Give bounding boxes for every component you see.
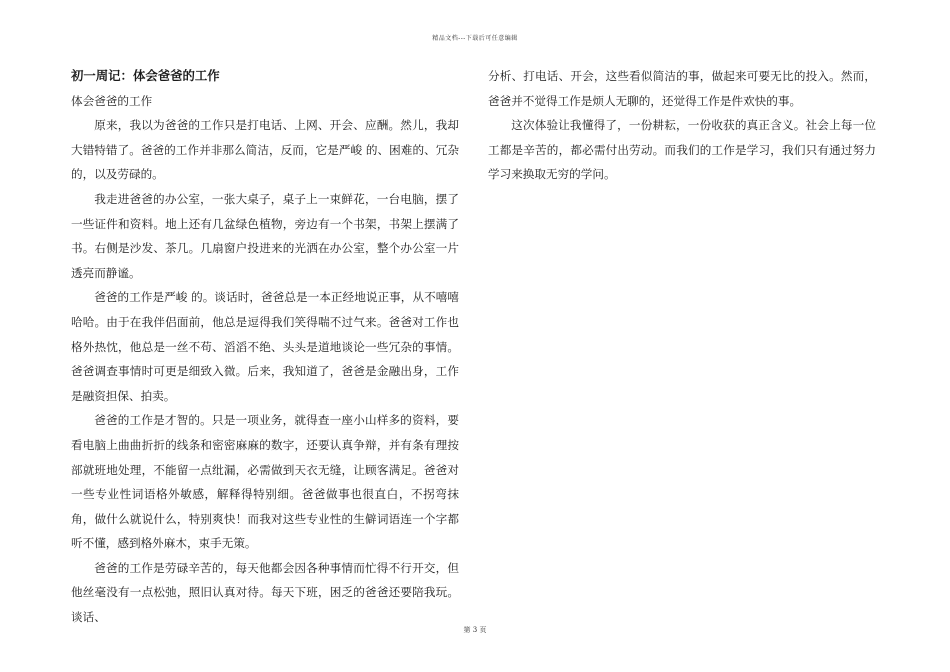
paragraph-continued: 分析、打电话、开会，这些看似简洁的事，做起来可要无比的投入。然而，爸爸并不觉得工作是烦人无聊的，还觉得工作是件欢快的事。 [488,69,876,108]
paragraph: 我走进爸爸的办公室，一张大桌子，桌子上一束鲜花，一台电脑，摆了一些证件和资料。地上还有几盆绿色植物，旁边有一个书架，书架上摆满了书。右侧是沙发、茶几。几扇窗户投进来的光洒在办公室，整个办公室一片透亮而静谧。 [71,191,459,280]
paragraph: 原来，我以为爸爸的工作只是打电话、上网、开会、应酬。然儿，我却大错特错了。爸爸的工作并非那么简洁，反而，它是严峻 的、困难的、冗杂的，以及劳碌的。 [71,118,459,182]
page-number: 第 3 页 [463,626,487,634]
header-note: 精品文档---下载后可任意编辑 [432,35,518,42]
paragraph: 爸爸的工作是劳碌辛苦的，每天他都会因各种事情而忙得不行开交，但他丝毫没有一点松弛，照旧认真对待。每天下班，困乏的爸爸还要陪我玩。谈话、 [71,560,459,625]
paragraph: 这次体验让我懂得了，一份耕耘，一份收获的真正含义。社会上每一位工都是辛苦的，都必需付出劳动。而我们的工作是学习，我们只有通过努力学习来换取无穷的学问。 [488,118,876,182]
article-title: 初一周记：体会爸爸的工作 [71,68,220,83]
left-column [71,64,459,630]
article-subtitle: 体会爸爸的工作 [71,93,153,108]
paragraph: 爸爸的工作是严峻 的。谈话时，爸爸总是一本正经地说正事，从不嘻嘻哈哈。由于在我伴侣面前，他总是逗得我们笑得喘不过气来。爸爸对工作也格外热忱，他总是一丝不苟、滔滔不绝、头头是道地谈论一些冗杂的事情。爸爸调查事情时可更是细致入微。后来，我知道了，爸爸是金融出身，工作是融资担保、拍卖。 [71,290,459,403]
paragraph: 爸爸的工作是才智的。只是一项业务，就得查一座小山样多的资料，要看电脑上曲曲折折的线条和密密麻麻的数字，还要认真争辩，并有条有理按部就班地处理，不能留一点纰漏，必需做到天衣无缝，让顾客满足。爸爸对一些专业性词语格外敏感，解释得特别细。爸爸做事也很直白，不拐弯抹角，做什么就说什么，特别爽快！而我对这些专业性的生僻词语连一个字都听不懂，感到格外麻木，束手无策。 [71,413,459,551]
right-column [488,64,876,187]
